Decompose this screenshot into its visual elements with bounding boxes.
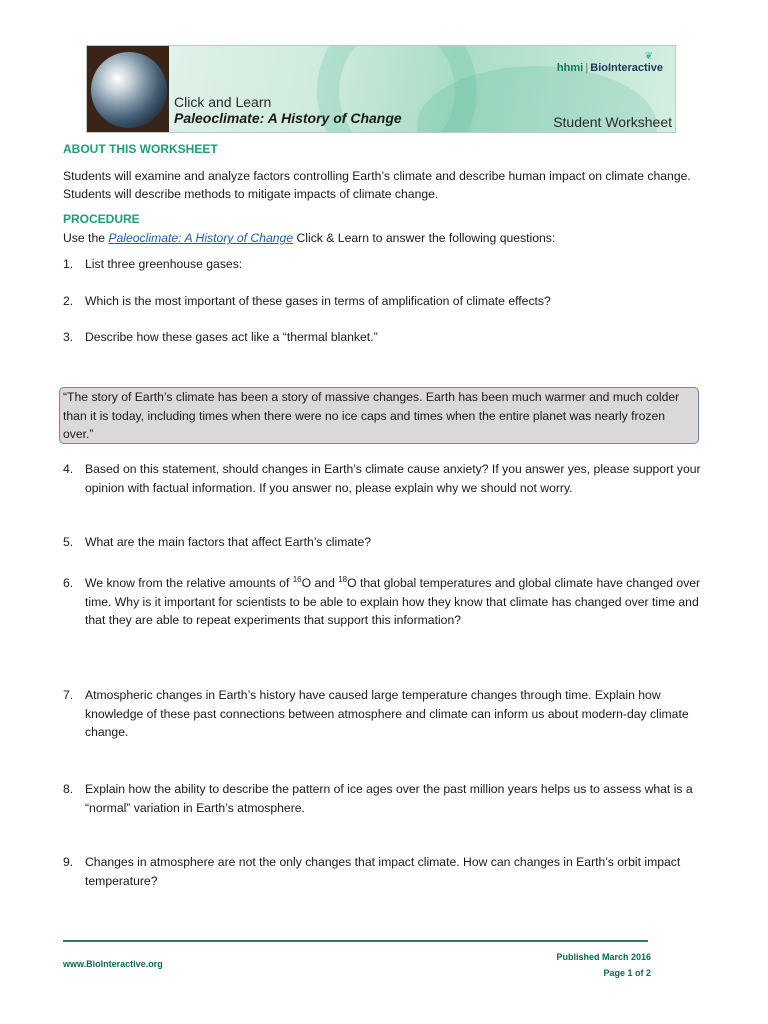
- click-and-learn-link[interactable]: Paleoclimate: A History of Change: [108, 231, 294, 245]
- question-9: 9. Changes in atmosphere are not the only changes that impact climate. How can changes in Earth’s orbit impact temperature?: [63, 855, 681, 888]
- published-date: Published March 2016: [556, 952, 651, 962]
- brand-logo: hhmi | BioInteractive: [556, 62, 663, 74]
- question-4: 4. Based on this statement, should changes in Earth’s climate cause anxiety? If you answer yes, please support your opinion with factual information. If you answer no, please explain why we should not worry.: [63, 462, 701, 495]
- footer-divider: [63, 940, 648, 942]
- quote-box: “The story of Earth’s climate has been a story of massive changes. Earth has been much warmer and much colder than it is today, including times when there were no ice caps and times when the entire planet was nearly frozen over.”: [59, 387, 699, 444]
- footer-info: [556, 949, 651, 981]
- procedure-heading: PROCEDURE: [63, 212, 140, 226]
- footer-website: www.BioInteractive.org: [63, 959, 163, 969]
- worksheet-label: Student Worksheet: [553, 114, 672, 130]
- banner-subtitle: Click and Learn: [174, 94, 272, 110]
- question-1: 1. List three greenhouse gases:: [63, 257, 243, 271]
- header-banner: [86, 45, 676, 133]
- question-8: 8. Explain how the ability to describe the pattern of ice ages over the past million years helps us to assess what is a “normal” variation in Earth’s atmosphere.: [63, 782, 693, 815]
- procedure-intro: Use the Paleoclimate: A History of Change Click & Learn to answer the following questions:: [63, 231, 556, 245]
- question-2: 2. Which is the most important of these gases in terms of amplification of climate effects?: [63, 294, 551, 308]
- earth-globe-icon: [91, 52, 167, 128]
- leaf-logo-icon: ❦: [644, 51, 653, 62]
- banner-title: Paleoclimate: A History of Change: [174, 110, 402, 126]
- about-text: Students will examine and analyze factors controlling Earth’s climate and describe human impact on climate change. Students will describe methods to mitigate impacts of climate change.: [63, 169, 691, 201]
- page-number: Page 1 of 2: [603, 968, 651, 978]
- question-5: 5. What are the main factors that affect Earth’s climate?: [63, 535, 372, 549]
- earth-image: [87, 46, 169, 133]
- question-6: 6. We know from the relative amounts of $^{16}$O and $^{18}$O that global temperatures and global climate have changed over time. Why is it important for scientists to be able to explain how they know that climate has changed over time and that they are able to repeat experiments that support this information?: [63, 574, 701, 627]
- question-3: 3. Describe how these gases act like a “thermal blanket.”: [63, 330, 378, 344]
- question-7: 7. Atmospheric changes in Earth’s history have caused large temperature changes through time. Explain how knowledge of these past connections between atmosphere and climate can inform us about modern-day climate change.: [63, 688, 689, 739]
- about-heading: ABOUT THIS WORKSHEET: [63, 142, 218, 156]
